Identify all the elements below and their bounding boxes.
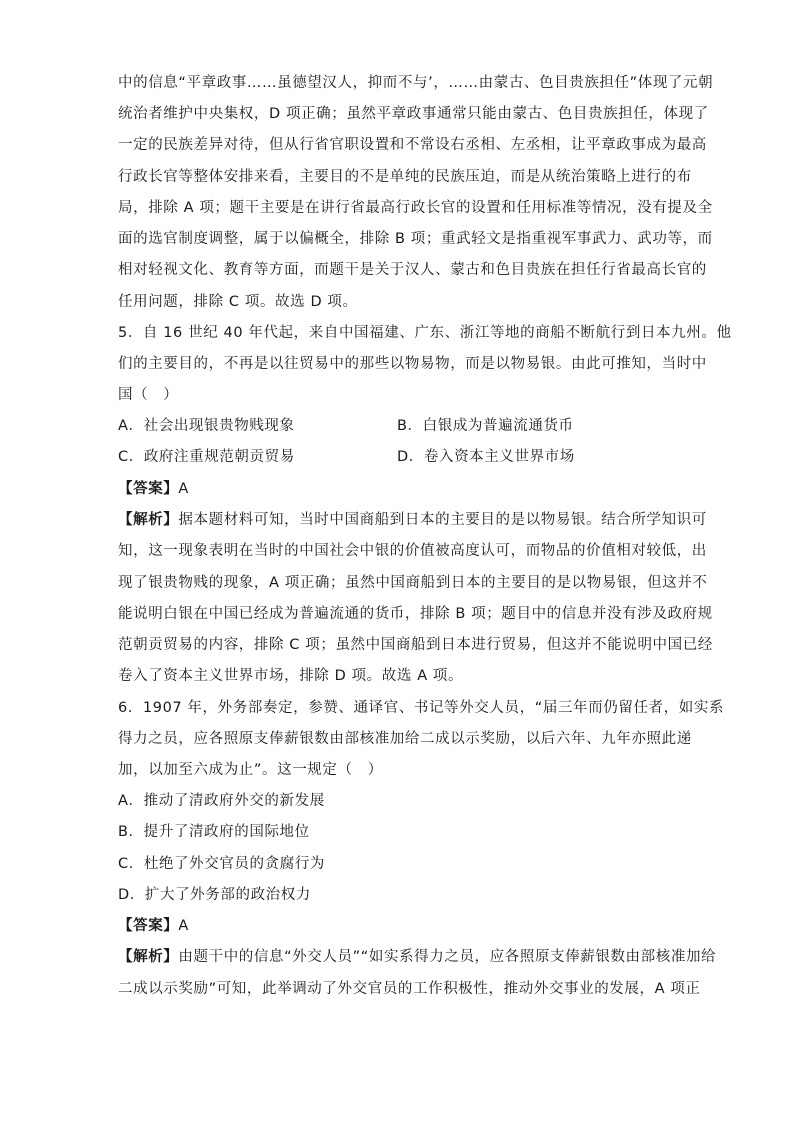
question-6-option-c: C．杜绝了外交官员的贪腐行为	[118, 856, 326, 872]
text-line: 面的选官制度调整，属于以偏概全，排除 B 项；重武轻文是指重视军事武力、武功等，而	[118, 231, 713, 247]
question-6-option-a: A．推动了清政府外交的新发展	[118, 793, 325, 809]
text-line: 二成以示奖励”可知，此举调动了外交官员的工作积极性，推动外交事业的发展，A 项正	[118, 981, 701, 997]
text-line: 统治者维护中央集权，D 项正确；虽然平章政事通常只能由蒙古、色目贵族担任，体现了	[118, 106, 709, 122]
question-6-option-d: D．扩大了外务部的政治权力	[118, 887, 311, 903]
analysis-label: 【解析】	[118, 512, 179, 528]
text-line: 中的信息“平章政事……虽德望汉人，抑而不与’，……由蒙古、色目贵族担任”体现了元朝	[118, 75, 714, 91]
question-5-stem: 5．自 16 世纪 40 年代起，来自中国福建、广东、浙江等地的商船不断航行到日本九州。他	[118, 325, 732, 341]
text-line: 相对轻视文化、教育等方面，而题干是关于汉人、蒙古和色目贵族在担任行省最高长官的	[118, 262, 707, 278]
question-6-stem: 得力之员，应各照原支俸薪银数由部核准加给二成以示奖励，以后六年、九年亦照此递	[118, 731, 692, 747]
answer-label: 【答案】	[118, 481, 179, 497]
analysis-text: 由题干中的信息“外交人员”“如实系得力之员，应各照原支俸薪银数由部核准加给	[178, 949, 717, 965]
question-6-analysis	[118, 947, 717, 967]
question-5-answer	[118, 479, 678, 499]
text-line: 知，这一现象表明在当时的中国社会中银的价值被高度认可，而物品的价值相对较低，出	[118, 543, 707, 559]
question-5-option-c: C．政府注重规范朝贡贸易	[118, 449, 295, 465]
text-line: 范朝贡贸易的内容，排除 C 项；虽然中国商船到日本进行贸易，但这并不能说明中国已经	[118, 637, 713, 653]
text-line: 现了银贵物贱的现象，A 项正确；虽然中国商船到日本的主要目的是以物易银，但这并不	[118, 575, 708, 591]
answer-value: A	[178, 918, 189, 934]
text-line: 行政长官等整体安排来看，主要目的不是单纯的民族压迫，而是从统治策略上进行的布	[118, 169, 692, 185]
question-5-option-d: D．卷入资本主义世界市场	[397, 449, 575, 465]
question-5-analysis	[118, 510, 707, 530]
text-line: 一定的民族差异对待，但从行省官职设置和不常设右丞相、左丞相，让平章政事成为最高	[118, 137, 707, 153]
question-5-option-a: A．社会出现银贵物贱现象	[118, 418, 295, 434]
question-6-stem: 6．1907 年，外务部奏定，参赞、通译官、书记等外交人员，“届三年而仍留任者，如实系	[118, 700, 725, 716]
question-6-option-b: B．提升了清政府的国际地位	[118, 824, 310, 840]
text-line: 局，排除 A 项；题干主要是在讲行省最高行政长官的设置和任用标准等情况，没有提及全	[118, 200, 713, 216]
answer-value: A	[178, 481, 189, 497]
text-line: 能说明白银在中国已经成为普遍流通的货币，排除 B 项；题目中的信息并没有涉及政府规	[118, 606, 713, 622]
answer-label: 【答案】	[118, 918, 179, 934]
analysis-text: 据本题材料可知，当时中国商船到日本的主要目的是以物易银。结合所学知识可	[178, 512, 707, 528]
question-5-option-b: B．白银成为普遍流通货币	[397, 418, 574, 434]
question-5-stem: 们的主要目的，不再是以往贸易中的那些以物易物，而是以物易银。由此可推知，当时中	[118, 356, 707, 372]
text-line: 任用问题，排除 C 项。故选 D 项。	[118, 294, 358, 310]
question-6-answer	[118, 916, 678, 936]
text-line: 卷入了资本主义世界市场，排除 D 项。故选 A 项。	[118, 668, 464, 684]
question-6-stem: 加，以加至六成为止”。这一规定（ ）	[118, 762, 383, 778]
question-5-stem: 国（ ）	[118, 387, 179, 403]
analysis-label: 【解析】	[118, 949, 179, 965]
